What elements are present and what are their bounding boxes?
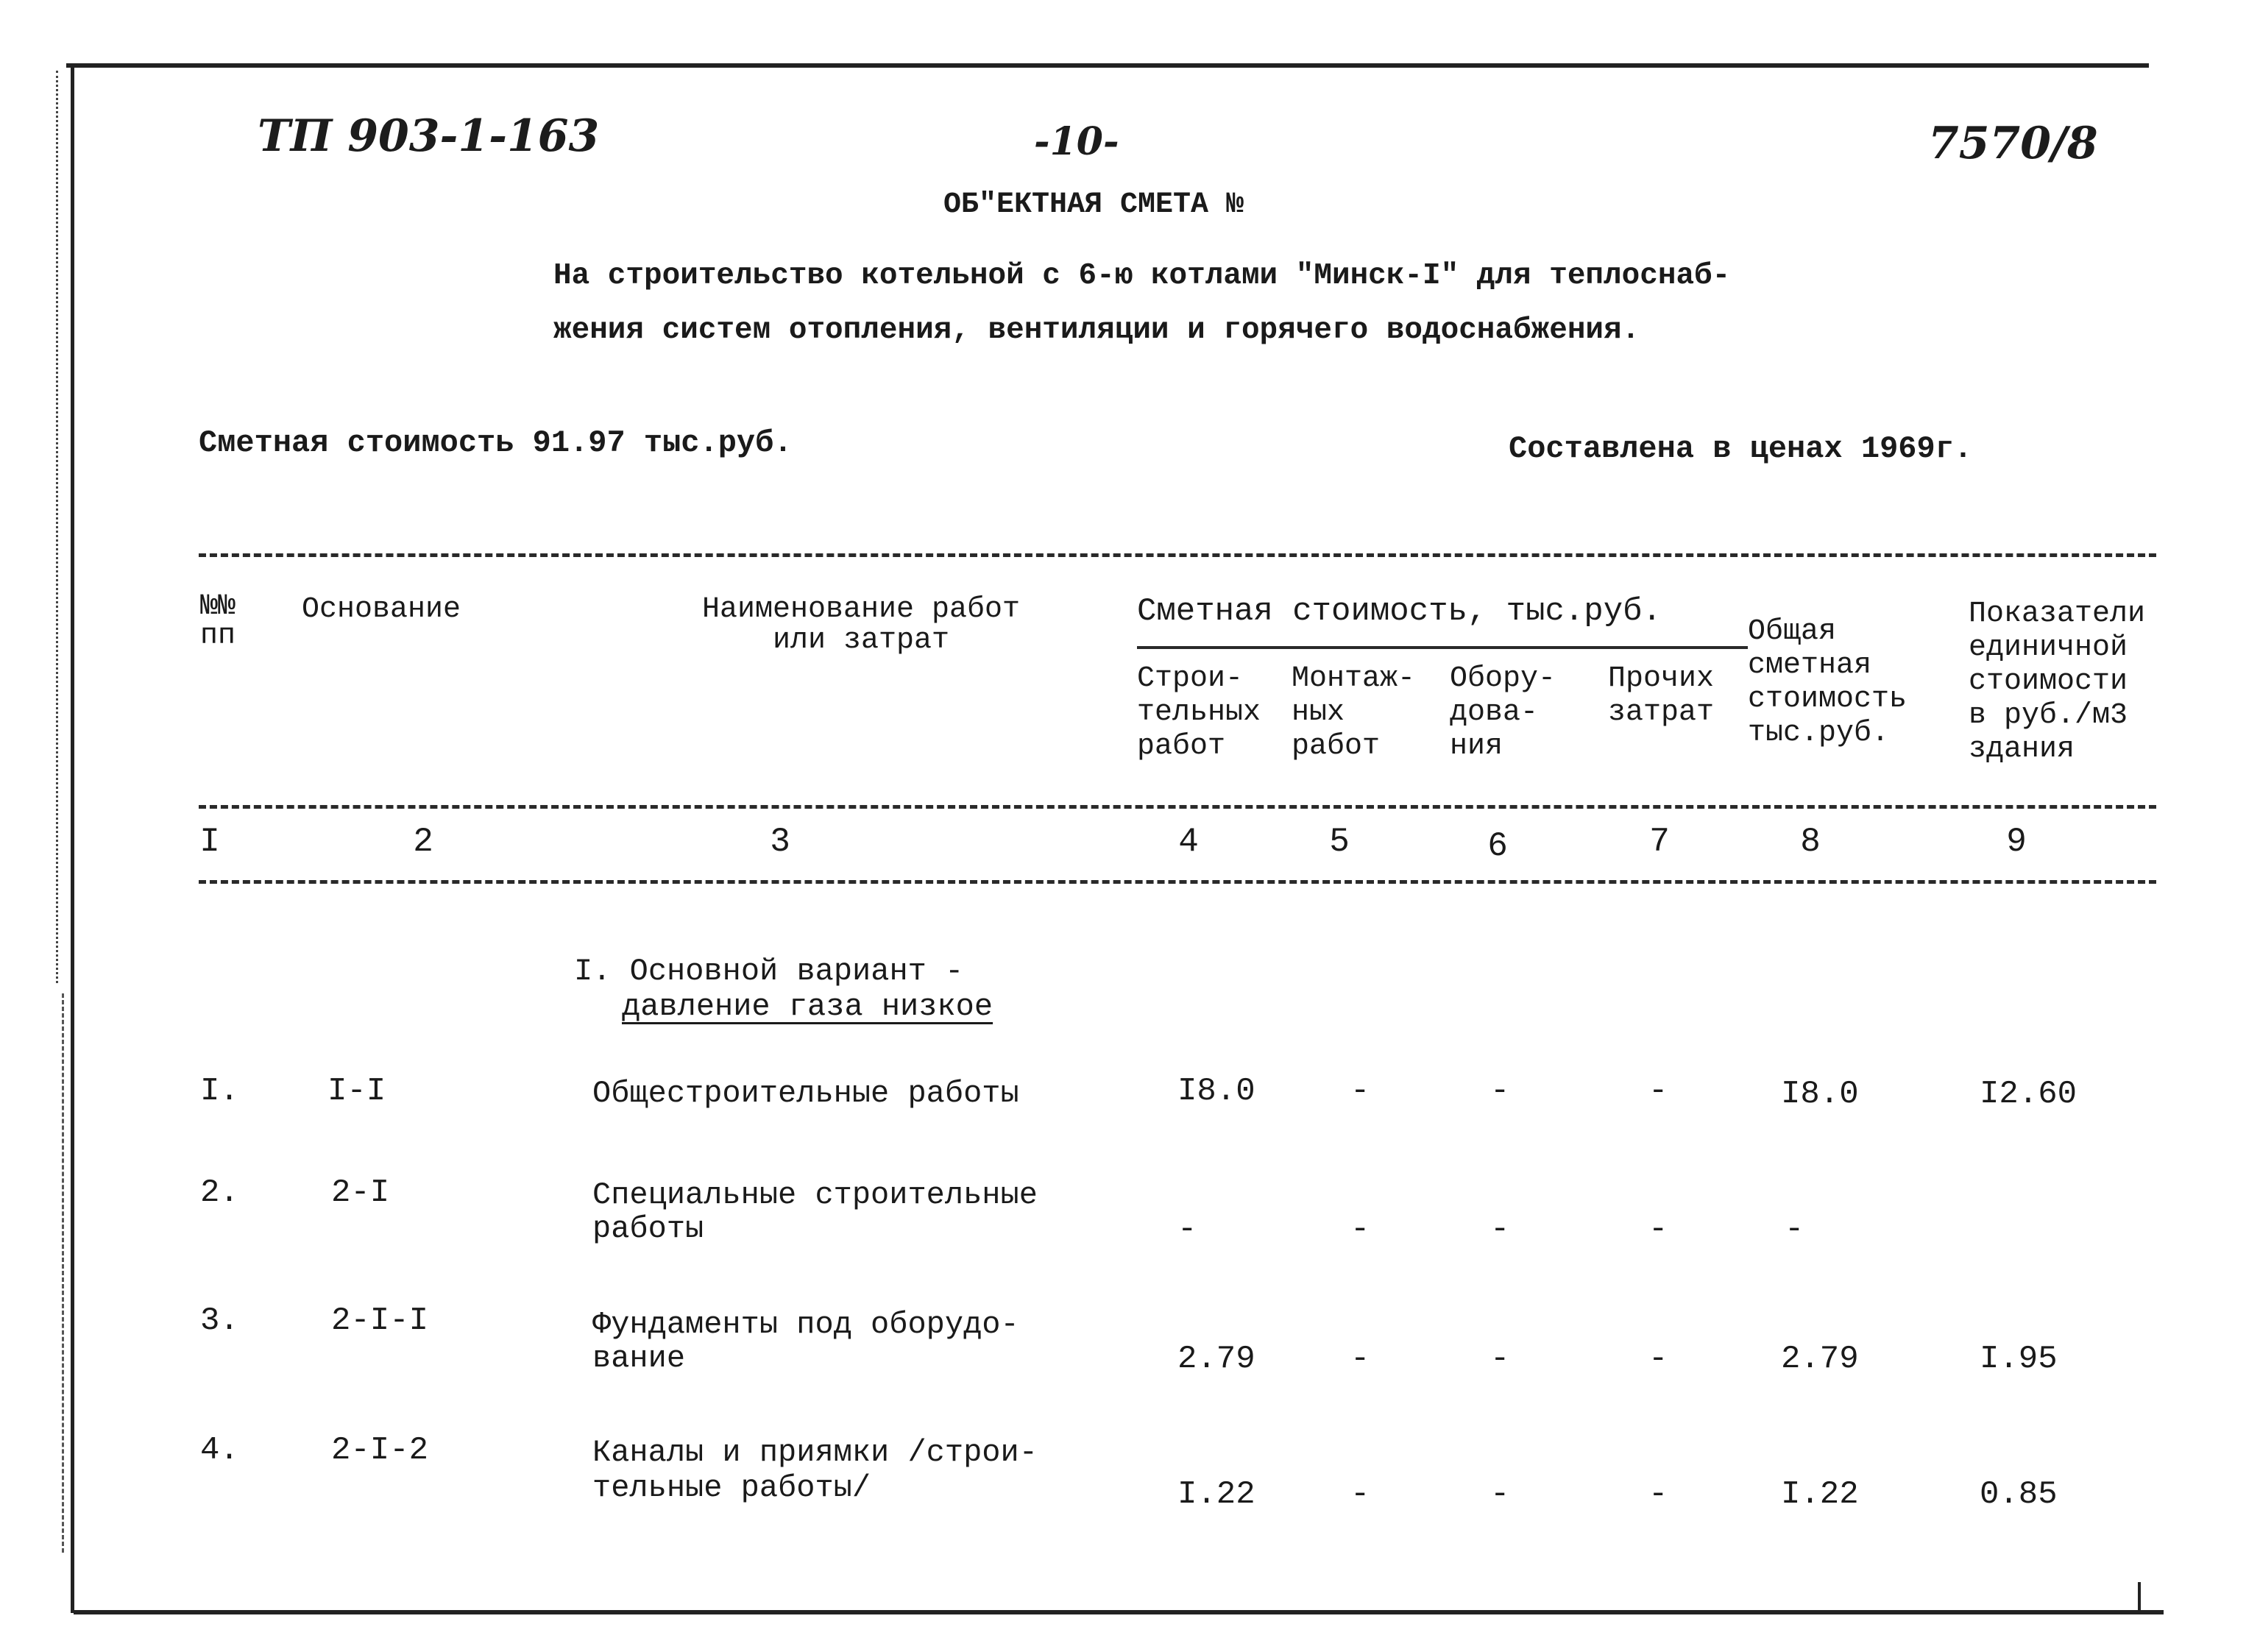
row-other: -	[1648, 1476, 1668, 1513]
row-number: 2.	[200, 1174, 239, 1211]
row-total: I8.0	[1781, 1076, 1859, 1113]
row-equipment: -	[1490, 1073, 1510, 1110]
document-title: ОБ"ЕКТНАЯ СМЕТА №	[943, 188, 1244, 221]
header-col9-line: в руб./м3	[1969, 699, 2128, 732]
column-number: 2	[413, 823, 433, 861]
header-col8-line: тыс.руб.	[1748, 717, 1890, 750]
row-unit-cost: 0.85	[1980, 1476, 2058, 1513]
row-equipment: -	[1490, 1211, 1510, 1248]
row-number: 4.	[200, 1432, 239, 1469]
column-numbers-rule	[199, 880, 2156, 884]
header-col7-line: Прочих	[1608, 662, 1715, 695]
header-col9	[1969, 598, 2145, 767]
column-number: 5	[1329, 823, 1350, 861]
doc-code: ТП 903-1-163	[258, 110, 600, 162]
subtitle-line-2: жения систем отопления, вентиляции и горячего водоснабжения.	[553, 313, 1640, 347]
header-col6-line: дова-	[1450, 696, 1539, 729]
row-installation: -	[1350, 1073, 1370, 1110]
header-col1-line1: №№	[200, 590, 236, 623]
column-number: 3	[770, 823, 790, 861]
header-col9-line: здания	[1969, 733, 2075, 766]
header-col3-line2: или затрат	[772, 624, 950, 657]
row-construction: -	[1177, 1211, 1197, 1248]
header-group-title: Сметная стоимость, тыс.руб.	[1137, 593, 1662, 630]
row-basis: 2-I	[331, 1174, 390, 1211]
header-col5-line: работ	[1292, 730, 1381, 763]
row-number: 3.	[200, 1302, 239, 1339]
row-construction: I.22	[1177, 1476, 1255, 1513]
row-total: 2.79	[1781, 1341, 1859, 1378]
header-col1-line2: пп	[200, 620, 236, 653]
header-col4-line: тельных	[1137, 696, 1261, 729]
column-number: 8	[1800, 823, 1821, 861]
header-col6	[1450, 662, 1556, 764]
header-col4	[1137, 662, 1261, 764]
header-col4-line: Строи-	[1137, 662, 1244, 695]
header-col6-line: Обору-	[1450, 662, 1556, 695]
prices-note: Составлена в ценах 1969г.	[1509, 431, 1973, 467]
row-unit-cost: I2.60	[1980, 1076, 2077, 1113]
header-col2: Основание	[302, 593, 461, 626]
header-col4-line: работ	[1137, 730, 1226, 763]
row-construction: 2.79	[1177, 1341, 1255, 1378]
row-number: I.	[200, 1073, 239, 1110]
header-col3-line1: Наименование работ	[701, 593, 1021, 626]
frame-left-border	[71, 63, 74, 1613]
row-total: -	[1785, 1211, 1804, 1248]
binding-margin-mark-lower	[62, 993, 64, 1553]
row-name-line-1: Специальные строительные	[592, 1177, 1038, 1213]
section-heading-line-2: давление газа низкое	[622, 989, 993, 1024]
row-construction: I8.0	[1177, 1073, 1255, 1110]
header-col7-line: затрат	[1608, 696, 1715, 729]
row-installation: -	[1350, 1476, 1370, 1513]
column-number: 7	[1649, 823, 1670, 861]
subtitle-line-1: На строительство котельной с 6-ю котлами "Минск-I" для теплоснаб-	[553, 259, 1731, 293]
header-col8-line: стоимость	[1748, 683, 1907, 716]
row-basis: I-I	[327, 1073, 386, 1110]
group-header-rule	[1137, 646, 1748, 649]
sheet-code: 7570/8	[1928, 118, 2098, 169]
frame-bottom-border	[74, 1610, 2164, 1614]
row-name-line-1: Фундаменты под оборудо-	[592, 1307, 1019, 1342]
header-col6-line: ния	[1450, 730, 1503, 763]
frame-top-border	[66, 63, 2149, 68]
column-number: I	[199, 823, 220, 861]
header-col8-line: сметная	[1748, 649, 1872, 682]
column-number: 9	[2006, 823, 2027, 861]
header-col8-line: Общая	[1748, 615, 1837, 648]
row-installation: -	[1350, 1211, 1370, 1248]
row-other: -	[1648, 1073, 1668, 1110]
row-total: I.22	[1781, 1476, 1859, 1513]
header-col5-line: ных	[1292, 696, 1345, 729]
row-name-line-2: работы	[592, 1211, 704, 1247]
binding-margin-mark	[56, 71, 58, 983]
section-heading-line-1: I. Основной вариант -	[574, 954, 964, 989]
frame-right-tick	[2138, 1582, 2141, 1612]
header-col5	[1292, 662, 1415, 764]
header-col9-line: единичной	[1969, 631, 2128, 664]
column-number: 6	[1487, 827, 1508, 865]
row-name-line-2: тельные работы/	[592, 1470, 871, 1506]
header-col7	[1608, 662, 1714, 730]
row-basis: 2-I-2	[331, 1432, 429, 1469]
column-number: 4	[1178, 823, 1199, 861]
table-top-rule	[199, 553, 2156, 557]
row-equipment: -	[1490, 1341, 1510, 1378]
row-name-line-1: Общестроительные работы	[592, 1076, 1019, 1111]
page-number: -10-	[1034, 119, 1119, 164]
row-other: -	[1648, 1341, 1668, 1378]
row-name-line-2: вание	[592, 1341, 686, 1376]
row-other: -	[1648, 1211, 1668, 1248]
header-bottom-rule	[199, 805, 2156, 809]
row-equipment: -	[1490, 1476, 1510, 1513]
row-unit-cost: I.95	[1980, 1341, 2058, 1378]
header-col8	[1748, 615, 1907, 751]
header-col5-line: Монтаж-	[1292, 662, 1416, 695]
row-name-line-1: Каналы и приямки /строи-	[592, 1435, 1038, 1470]
header-col9-line: Показатели	[1969, 598, 2146, 631]
row-installation: -	[1350, 1341, 1370, 1378]
estimated-cost: Сметная стоимость 91.97 тыс.руб.	[199, 425, 793, 461]
header-col9-line: стоимости	[1969, 665, 2128, 698]
row-basis: 2-I-I	[331, 1302, 429, 1339]
